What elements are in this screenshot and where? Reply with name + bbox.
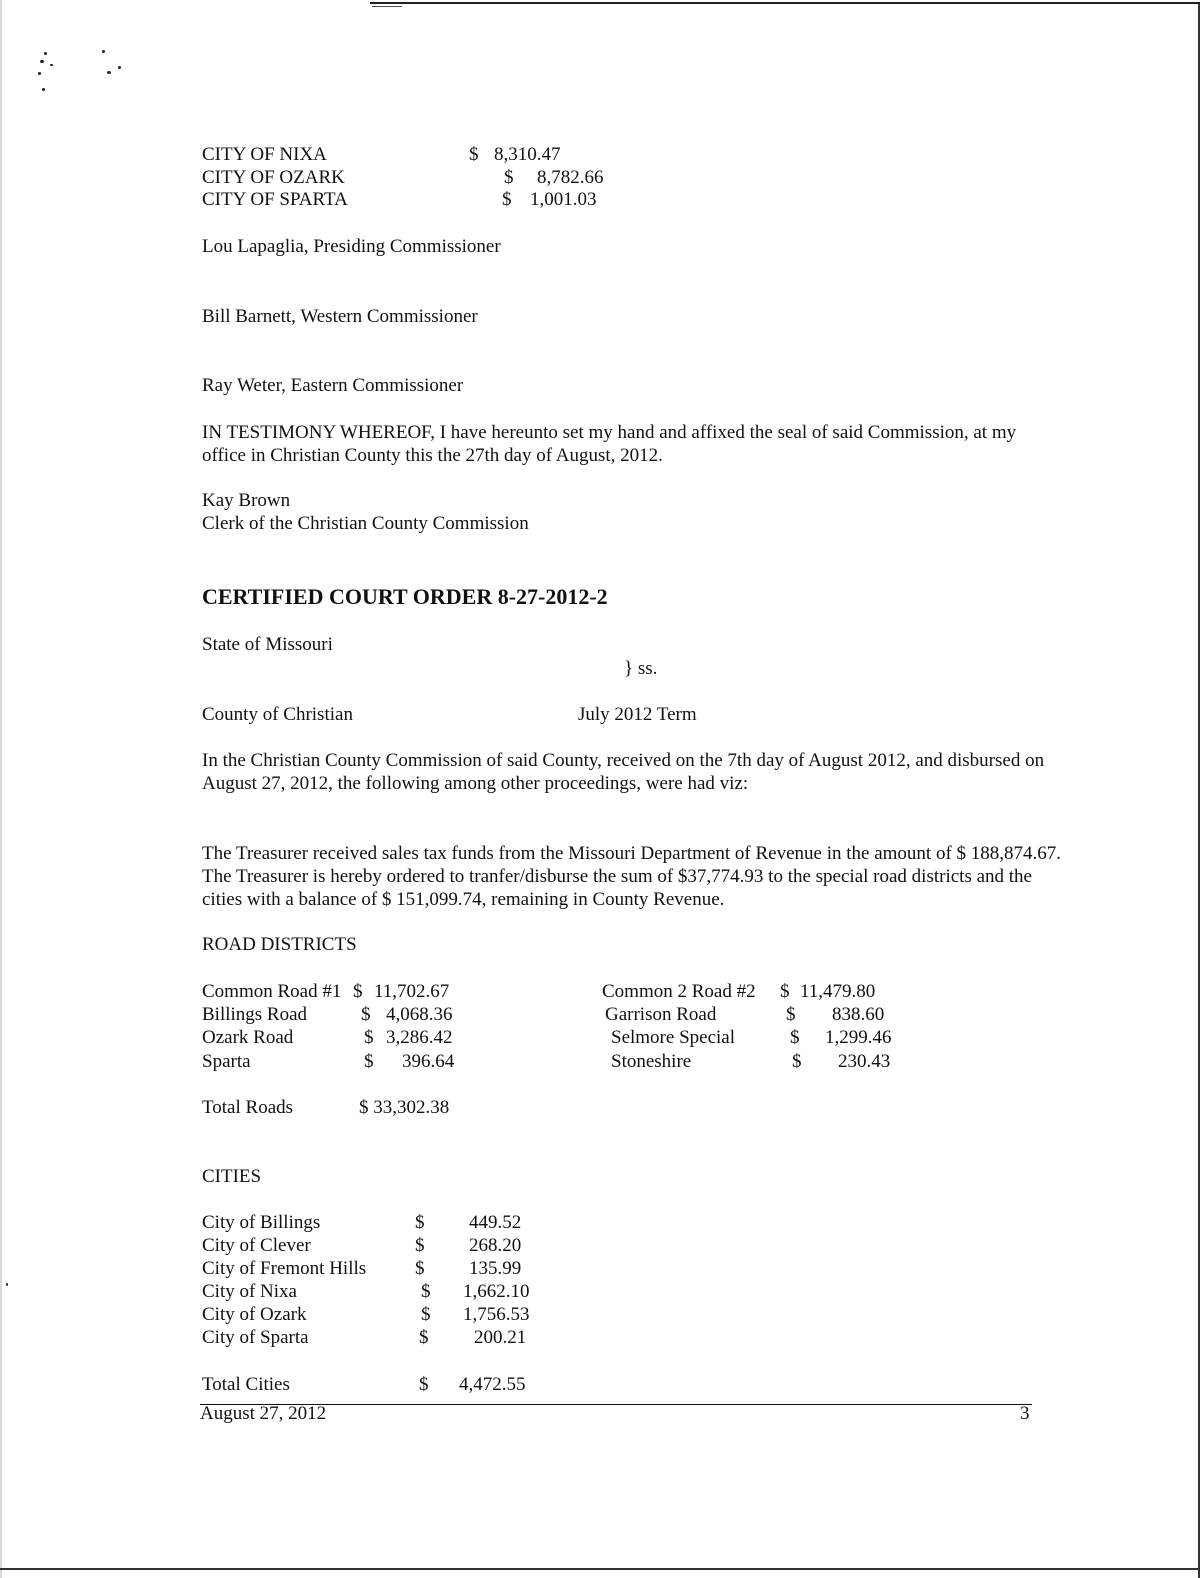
order-heading: CERTIFIED COURT ORDER 8-27-2012-2	[202, 584, 608, 609]
road-amount: 3,286.42	[386, 1027, 453, 1048]
currency-symbol: $	[419, 1327, 429, 1348]
scan-edge-left	[0, 0, 2, 1578]
currency-symbol: $	[792, 1051, 802, 1072]
signature-eastern: Ray Weter, Eastern Commissioner	[202, 375, 464, 396]
footer-date: August 27, 2012	[200, 1403, 327, 1424]
total-cities-amount: 4,472.55	[459, 1374, 526, 1395]
city-name: CITY OF OZARK	[202, 167, 345, 188]
road-name: Common Road #1	[202, 981, 342, 1002]
road-amount: 11,479.80	[800, 981, 876, 1002]
currency-symbol: $	[415, 1212, 425, 1233]
currency-symbol: $	[364, 1051, 374, 1072]
city-name: CITY OF SPARTA	[202, 189, 348, 210]
city-amount: 135.99	[469, 1258, 522, 1279]
order-term: July 2012 Term	[578, 704, 697, 725]
road-amount: 230.43	[838, 1051, 891, 1072]
scan-speck	[102, 50, 105, 53]
scan-speck	[6, 1283, 8, 1286]
scan-speck	[118, 66, 121, 69]
scan-speck	[40, 60, 44, 63]
road-name: Stoneshire	[611, 1051, 692, 1072]
city-amount: 268.20	[469, 1235, 522, 1256]
city-name: City of Billings	[202, 1212, 321, 1233]
currency-symbol: $	[353, 981, 363, 1002]
cities-heading: CITIES	[202, 1166, 262, 1187]
currency-symbol: $	[780, 981, 790, 1002]
road-name: Common 2 Road #2	[602, 981, 756, 1002]
currency-symbol: $	[469, 144, 479, 165]
treasurer-paragraph: The Treasurer received sales tax funds from the Missouri Department of Revenue in the amount of $ 188,874.67. The Treasurer is hereby ordered to tranfer/disburse the sum of $37,774.93 to the special road districts and the cities with a balance of $ 151,099.74, remaining in County Revenue.	[202, 843, 1062, 910]
city-amount: 8,310.47	[494, 144, 561, 165]
currency-symbol: $	[421, 1281, 431, 1302]
total-roads-value: $ 33,302.38	[359, 1097, 450, 1118]
road-name: Billings Road	[202, 1004, 308, 1025]
road-amount: 11,702.67	[374, 981, 450, 1002]
scan-speck	[107, 71, 111, 74]
currency-symbol: $	[415, 1235, 425, 1256]
scan-speck	[42, 88, 45, 91]
scan-mark	[372, 6, 402, 7]
road-amount: 4,068.36	[386, 1004, 453, 1025]
city-name: City of Fremont Hills	[202, 1258, 367, 1279]
road-name: Selmore Special	[611, 1027, 735, 1048]
scan-speck	[50, 64, 53, 66]
city-amount: 1,001.03	[530, 189, 597, 210]
signature-presiding: Lou Lapaglia, Presiding Commissioner	[202, 236, 501, 257]
scan-edge-top	[370, 2, 1200, 4]
order-county: County of Christian	[202, 704, 353, 725]
testimony-paragraph: IN TESTIMONY WHEREOF, I have hereunto set my hand and affixed the seal of said Commission, at my office in Christian County this the 27th day of August, 2012.	[202, 422, 1017, 466]
signature-western: Bill Barnett, Western Commissioner	[202, 306, 478, 327]
road-amount: 1,299.46	[825, 1027, 892, 1048]
clerk-title: Clerk of the Christian County Commission	[202, 513, 529, 534]
city-name: City of Nixa	[202, 1281, 297, 1302]
road-name: Ozark Road	[202, 1027, 294, 1048]
order-state: State of Missouri	[202, 634, 333, 655]
city-amount: 8,782.66	[537, 167, 604, 188]
currency-symbol: $	[790, 1027, 800, 1048]
scan-speck	[44, 52, 47, 55]
scan-edge-bottom	[0, 1568, 1200, 1570]
road-districts-heading: ROAD DISTRICTS	[202, 934, 357, 955]
currency-symbol: $	[786, 1004, 796, 1025]
road-amount: 396.64	[402, 1051, 455, 1072]
city-amount: 1,756.53	[463, 1304, 530, 1325]
city-amount: 1,662.10	[463, 1281, 530, 1302]
city-amount: 449.52	[469, 1212, 522, 1233]
road-name: Garrison Road	[605, 1004, 717, 1025]
currency-symbol: $	[419, 1374, 429, 1395]
road-name: Sparta	[202, 1051, 251, 1072]
city-name: CITY OF NIXA	[202, 144, 327, 165]
total-roads-label: Total Roads	[202, 1097, 294, 1118]
footer-page-number: 3	[1020, 1403, 1030, 1424]
city-name: City of Clever	[202, 1235, 311, 1256]
currency-symbol: $	[415, 1258, 425, 1279]
order-ss: } ss.	[624, 658, 658, 679]
currency-symbol: $	[504, 167, 514, 188]
currency-symbol: $	[421, 1304, 431, 1325]
city-amount: 200.21	[474, 1327, 527, 1348]
city-name: City of Ozark	[202, 1304, 307, 1325]
currency-symbol: $	[361, 1004, 371, 1025]
scan-speck	[38, 72, 41, 75]
currency-symbol: $	[502, 189, 512, 210]
city-name: City of Sparta	[202, 1327, 309, 1348]
currency-symbol: $	[364, 1027, 374, 1048]
order-intro-paragraph: In the Christian County Commission of said County, received on the 7th day of August 2012, and disbursed on August 27, 2012, the following among other proceedings, were had viz:	[202, 750, 1045, 794]
clerk-name: Kay Brown	[202, 490, 291, 511]
total-cities-label: Total Cities	[202, 1374, 290, 1395]
road-amount: 838.60	[832, 1004, 885, 1025]
